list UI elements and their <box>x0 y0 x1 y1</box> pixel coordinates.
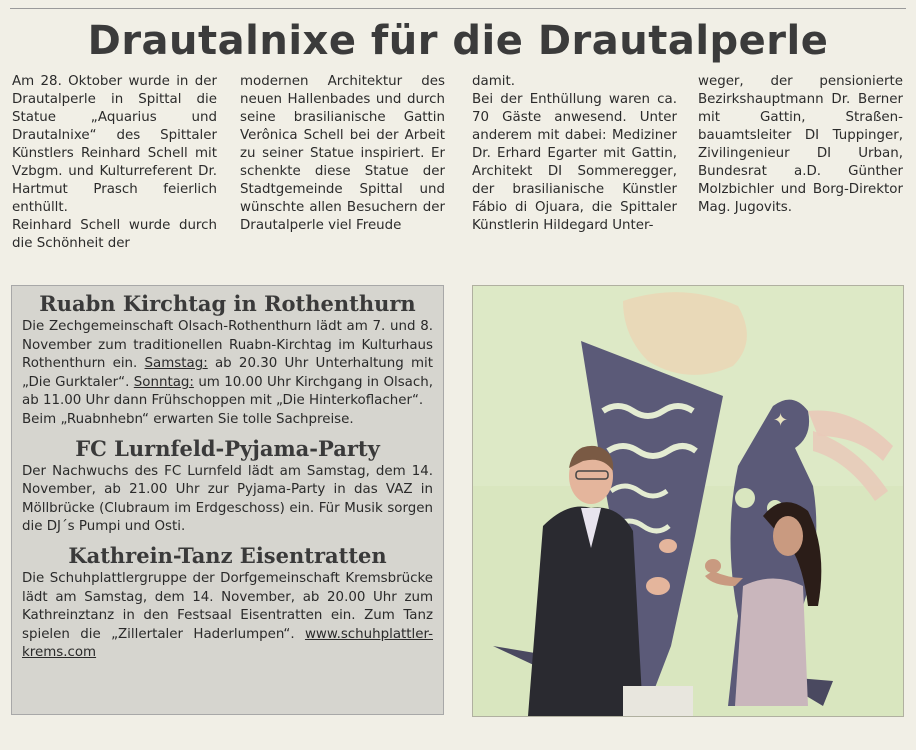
man-suit <box>528 506 643 716</box>
woman-hand <box>705 559 721 573</box>
man-hand <box>646 577 670 595</box>
event-text: Die Schuhplattlergruppe der Dorfgemeinschaft Kremsbrücke lädt am Samstag, dem 14. November, ab 20.00 Uhr zum Kathreinztanz in den Festsaal Eisentratten ein. Zum Tanz spielen die „Zillertaler Haderlumpen“. <box>22 570 433 642</box>
sculpture-hole <box>735 488 755 508</box>
event-title-kathrein: Kathrein-Tanz Eisentratten <box>68 542 387 568</box>
article-column-4 <box>698 73 903 217</box>
article-paragraph: Reinhard Schell wurde durch die Schönheit der <box>12 218 217 251</box>
woman-dress <box>735 579 808 707</box>
event-text: ab 20.30 Uhr Unterhaltung mit „Die Gurktaler“. <box>22 356 433 390</box>
events-box <box>11 285 444 715</box>
pedestal <box>623 686 693 716</box>
article-paragraph: Bei der Enthüllung waren ca. 70 Gäste anwesend. Unter anderem mit dabei: Mediziner Dr. Erhard Egarter mit Gattin, Architekt DI Sommeregger, der brasilianische Künstler Fábio di Ojuara, die Spittaler Künstlerin Hildegard Unter- <box>472 92 677 233</box>
article-paragraph: damit. <box>472 74 515 89</box>
headline: Drautalnixe für die Drautalperle <box>87 18 829 64</box>
event-text-prizes: Beim „Ruabnhebn“ erwarten Sie tolle Sachpreise. <box>22 411 354 427</box>
event-title-pyjama: FC Lurnfeld-Pyjama-Party <box>75 435 380 461</box>
article-paragraph: modernen Architektur des neuen Hallenbades und durch seine brasilianische Gattin Verônica Schell bei der Arbeit zu seiner Statue inspiriert. Er schenkte diese Statue der Stadtgemeinde Spittal und wünschte allen Besuchern der Drautalperle viel Freude <box>240 74 445 233</box>
article-paragraph: weger, der pensionierte Bezirkshauptmann Dr. Berner mit Gattin, Straßenbauamtsleiter DI Tuppinger, Zivilingenieur DI Urban, Bundesrat a.D. Günther Molzbichler und Borg-Direktor Mag. Jugovits. <box>698 74 903 215</box>
event-text-pyjama: Der Nachwuchs des FC Lurnfeld lädt am Samstag, dem 14. November, ab 21.00 Uhr zur Pyjama-Party in das VAZ in Möllbrücke (Clubraum im Erdgeschoss) ein. Für Musik sorgen die DJ´s Pumpi und Osti. <box>22 463 433 535</box>
event-text-kirchtag <box>22 318 433 411</box>
article-column-1 <box>12 73 217 253</box>
article-paragraph: Am 28. Oktober wurde in der Drautalperle in Spittal die Statue „Aquarius und Drautalnixe“ des Spittaler Künstlers Reinhard Schell mit Vzbgm. und Kulturreferent Dr. Hartmut Prasch feierlich enthüllt. <box>12 74 217 215</box>
article-column-3 <box>472 73 677 235</box>
event-title-kirchtag: Ruabn Kirchtag in Rothenthurn <box>39 291 416 316</box>
article-column-2 <box>240 73 445 235</box>
man-hand <box>659 539 677 553</box>
sunday-label: Sonntag: <box>133 374 194 390</box>
photo-illustration <box>473 286 903 716</box>
event-text: Die Zechgemeinschaft Olsach-Rothenthurn lädt am 7. und 8. November zum traditionellen Ruabn-Kirchtag im Kulturhaus Rothenthurn ein. <box>22 319 433 372</box>
event-link[interactable]: www.schuhplattler-krems.com <box>22 626 433 661</box>
event-text-kathrein <box>22 570 433 663</box>
star-icon: ✦ <box>773 410 789 431</box>
event-text: um 10.00 Uhr Kirchgang in Olsach, ab 11.00 Uhr dann Frühschoppen mit „Die Hinterkoflacher“. <box>22 374 433 409</box>
top-rule <box>10 8 906 9</box>
event-photo <box>472 285 904 717</box>
saturday-label: Samstag: <box>144 356 208 372</box>
woman-face <box>773 516 803 556</box>
